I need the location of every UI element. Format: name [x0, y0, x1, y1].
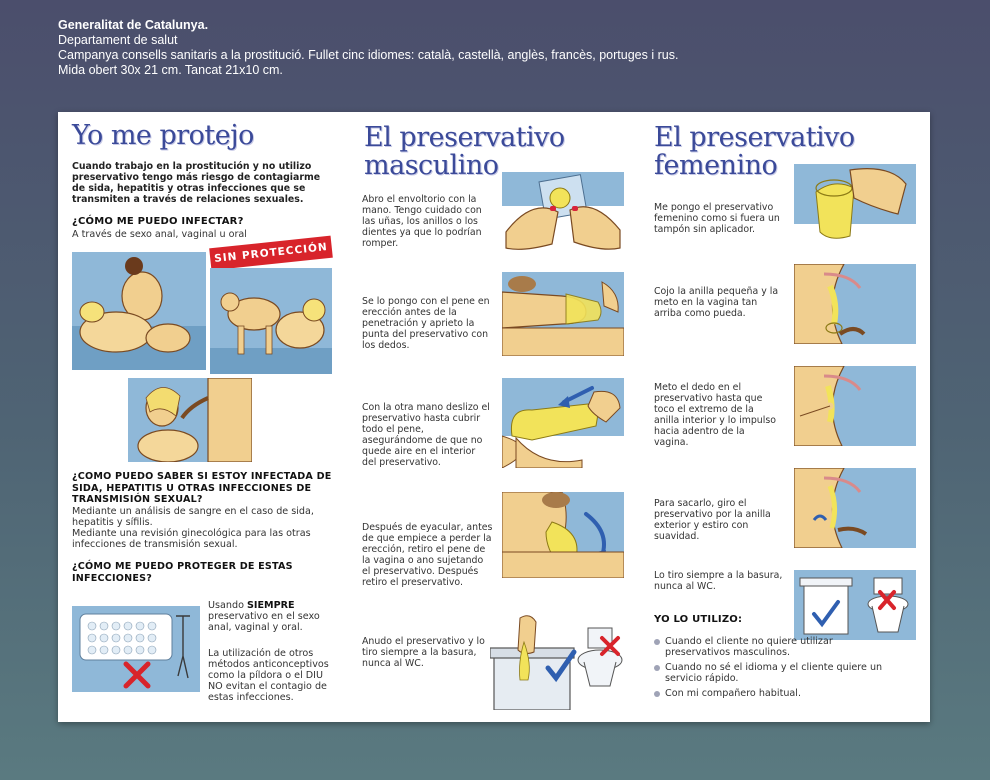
male-step-3-text: Con la otra mano deslizo el preservativo hasta cubrir todo el pene, asegurándome de que no quede aire en el interior del preservativo.	[362, 402, 490, 468]
illustration-male-step-1	[502, 172, 624, 256]
illustration-female-step-4	[794, 468, 916, 548]
col1-answer-2a: Mediante un análisis de sangre en el caso de sida, hepatitis y sífilis.	[72, 506, 314, 528]
col1-answer-1: A través de sexo anal, vaginal u oral	[72, 229, 247, 240]
illustration-male-step-4	[502, 492, 624, 578]
male-step-5-text: Anudo el preservativo y lo tiro siempre a la basura, nunca al WC.	[362, 636, 485, 669]
female-step-2-text: Cojo la anilla pequeña y la meto en la vagina tan arriba como pueda.	[654, 286, 779, 319]
brochure-sheet	[58, 112, 930, 722]
col1-answer-4: La utilización de otros métodos anticonceptivos como la píldora o el DIU NO evitan el contagio de estas infecciones.	[208, 648, 329, 703]
illustration-female-step-5-trash	[794, 570, 916, 640]
header-campaign: Campanya consells sanitaris a la prostitució. Fullet cinc idiomes: català, castellà, anglès, francès, portuges i rus.	[58, 48, 679, 62]
illustration-male-step-3	[502, 378, 624, 468]
col1-intro: Cuando trabajo en la prostitución y no utilizo preservativo tengo más riesgo de contagiarme de sida, hepatitis y otras infecciones que se transmiten a través de relaciones sexuales.	[72, 161, 321, 205]
header-size: Mida obert 30x 21 cm. Tancat 21x10 cm.	[58, 63, 283, 77]
list-item: Con mi compañero habitual.	[654, 688, 894, 699]
document-header	[58, 18, 958, 78]
illustration-couple-anal	[72, 252, 206, 370]
illustration-oral	[128, 378, 252, 462]
col1-question-3: ¿CÓMO ME PUEDO PROTEGER DE ESTAS INFECCIONES?	[72, 561, 293, 584]
female-step-3-text: Meto el dedo en el preservativo hasta que toco el extremo de la anilla interior y lo impulso hacia adentro de la vagina.	[654, 382, 776, 448]
header-dept: Departament de salut	[58, 33, 178, 47]
male-step-1-text: Abro el envoltorio con la mano. Tengo cuidado con las uñas, los anillos o los dientes ya que lo podrían romper.	[362, 194, 482, 249]
female-step-4-text: Para sacarlo, giro el preservativo por la anilla exterior y estiro con suavidad.	[654, 498, 771, 542]
no-protection-badge: SIN PROTECCIÓN	[209, 236, 333, 271]
list-item: Cuando no sé el idioma y el cliente quiere un servicio rápido.	[654, 662, 894, 684]
list-item: Cuando el cliente no quiere utilizar preservativos masculinos.	[654, 636, 894, 658]
col3-title: El preservativo femenino	[654, 122, 855, 181]
col1-answer-2b: Mediante una revisión ginecológica para las otras infecciones de transmisión sexual.	[72, 528, 311, 550]
female-step-1-text: Me pongo el preservativo femenino como si fuera un tampón sin aplicador.	[654, 202, 780, 235]
illustration-female-step-2	[794, 264, 916, 344]
use-list	[654, 636, 894, 703]
illustration-couple-vaginal	[210, 268, 332, 374]
header-org: Generalitat de Catalunya.	[58, 18, 209, 32]
male-step-4-text: Después de eyacular, antes de que empiece a perder la erección, retiro el pene de la vagina o ano sujetando el preservativo. Después retiro el preservativo.	[362, 522, 493, 588]
male-step-2-text: Se lo pongo con el pene en erección antes de la penetración y aprieto la punta del preservativo con los dedos.	[362, 296, 490, 351]
col1-answer-3: Usando SIEMPRE preservativo en el sexo anal, vaginal y oral.	[208, 600, 320, 633]
illustration-female-step-1	[794, 164, 916, 242]
illustration-pill-pack-and-iud	[72, 606, 200, 692]
illustration-male-step-5-trash	[490, 602, 630, 710]
illustration-male-step-2	[502, 272, 624, 356]
use-heading: YO LO UTILIZO:	[654, 614, 743, 625]
col1-title: Yo me protejo	[72, 120, 254, 151]
col2-title: El preservativo masculino	[364, 122, 565, 181]
illustration-female-step-3	[794, 366, 916, 446]
col1-question-1: ¿CÓMO ME PUEDO INFECTAR?	[72, 216, 244, 227]
female-step-5-text: Lo tiro siempre a la basura, nunca al WC.	[654, 570, 783, 592]
col1-question-2: ¿COMO PUEDO SABER SI ESTOY INFECTADA DE SIDA, HEPATITIS U OTRAS INFECCIONES DE TRANSMISIÓN SEXUAL?	[72, 471, 332, 505]
